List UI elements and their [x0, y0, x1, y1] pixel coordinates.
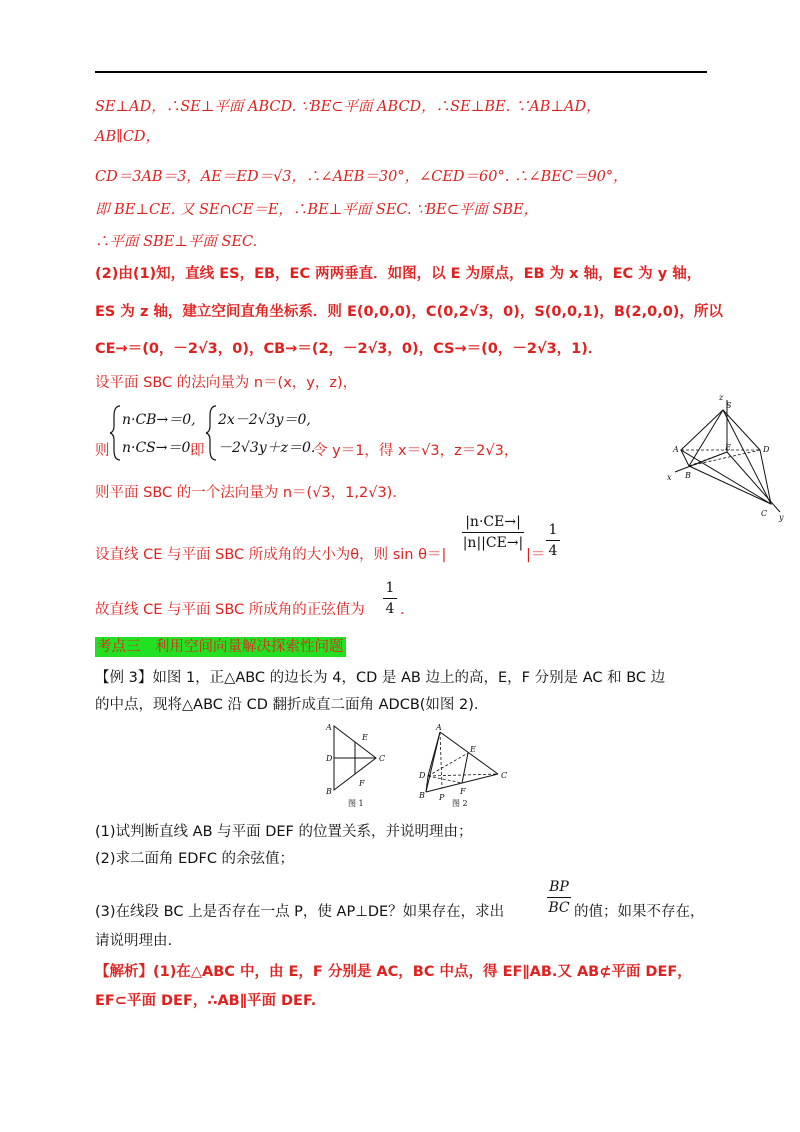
- solution-line-5: ∴平面 SBE⊥平面 SEC.: [95, 234, 258, 250]
- sin-fraction: [462, 514, 524, 551]
- example-line-1: 【例 3】如图 1，正△ABC 的边长为 4，CD 是 AB 边上的高，E，F 分别是 AC 和 BC 边: [95, 670, 666, 686]
- svg-text:S: S: [726, 401, 732, 410]
- namely-label: 即: [190, 443, 205, 459]
- sin-fraction-den: |n||CE→|: [462, 535, 524, 551]
- svg-text:D: D: [763, 445, 770, 454]
- system1-row2: n·CS→＝0.: [122, 440, 195, 456]
- svg-text:P: P: [439, 793, 445, 802]
- bc-den: BC: [548, 900, 570, 916]
- solution-line-4: 即 BE⊥CE. 又 SE∩CE＝E，∴BE⊥平面 SEC. ∵BE⊂平面 SBE，: [95, 202, 539, 218]
- svg-text:y: y: [779, 513, 784, 522]
- svg-text:D: D: [419, 771, 426, 780]
- solution-line-3: CD＝3AB＝3，AE＝ED＝√3，∴∠AEB＝30°，∠CED＝60°. ∴∠BEC＝90°，: [95, 169, 628, 185]
- svg-text:B: B: [326, 787, 332, 796]
- svg-text:C: C: [501, 771, 508, 780]
- question-4: 请说明理由.: [95, 933, 173, 949]
- svg-text:E: E: [470, 745, 476, 754]
- sin-value-fraction: [546, 522, 560, 559]
- question-2: (2)求二面角 EDFC 的余弦值；: [95, 851, 295, 867]
- sin-equals: |＝: [526, 547, 546, 563]
- svg-text:F: F: [359, 779, 365, 788]
- figure-1-caption: 图 1: [348, 799, 364, 808]
- svg-text:x: x: [667, 473, 672, 482]
- system1-row1: n·CB→＝0,: [122, 412, 196, 428]
- bp-num: BP: [549, 879, 569, 895]
- svg-text:B: B: [685, 471, 691, 480]
- sin-fraction-num: |n·CE→|: [465, 514, 521, 530]
- answer-line: 故直线 CE 与平面 SBC 所成角的正弦值为: [95, 602, 365, 618]
- svg-text:z: z: [719, 393, 724, 402]
- header-rule: [95, 71, 707, 73]
- let-y-line: 令 y＝1，得 x＝√3，z＝2√3，: [313, 443, 519, 459]
- solution-line-6: (2)由(1)知，直线 ES，EB，EC 两两垂直．如图，以 E 为原点，EB 为 x 轴，EC 为 y 轴，: [95, 266, 702, 282]
- solution-line-7: ES 为 z 轴，建立空间直角坐标系．则 E(0,0,0)，C(0,2√3，0)，S(0,0,1)，B(2,0,0)，所以: [95, 304, 723, 320]
- svg-text:C: C: [761, 509, 768, 518]
- answer-period: ．: [400, 602, 415, 618]
- analysis-line-1: 【解析】(1)在△ABC 中，由 E，F 分别是 AC，BC 中点，得 EF∥AB.又 AB⊄平面 DEF，: [95, 964, 692, 980]
- svg-text:E: E: [725, 443, 731, 452]
- answer-den: 4: [385, 601, 395, 617]
- svg-text:A: A: [436, 723, 442, 732]
- normal-vector-line: 设平面 SBC 的法向量为 n＝(x，y，z)，: [95, 375, 358, 391]
- sin-line: 设直线 CE 与平面 SBC 所成角的大小为θ，则 sin θ＝|: [95, 547, 447, 563]
- svg-text:E: E: [362, 733, 368, 742]
- figure-2-caption: 图 2: [452, 799, 468, 808]
- sin-value-num: 1: [548, 522, 558, 538]
- pyramid-figure: [665, 392, 790, 522]
- answer-fraction: [383, 580, 397, 617]
- system2-row1: 2x－2√3y＝0,: [218, 412, 311, 428]
- figure-2-tetrahedron: [418, 723, 507, 802]
- svg-text:B: B: [419, 791, 425, 800]
- answer-num: 1: [385, 580, 395, 596]
- svg-text:A: A: [326, 723, 332, 732]
- then-label: 则: [95, 443, 110, 459]
- question-1: (1)试判断直线 AB 与平面 DEF 的位置关系，并说明理由；: [95, 824, 473, 840]
- example-line-2: 的中点，现将△ABC 沿 CD 翻折成直二面角 ADCB(如图 2).: [95, 697, 479, 713]
- fold-figures: [318, 718, 518, 810]
- system2-row2: －2√3y＋z＝0.: [218, 440, 316, 456]
- section-heading-highlight: 考点三 利用空间向量解决探索性问题: [97, 639, 344, 655]
- question-3-tail: 的值；如果不存在，: [574, 904, 705, 920]
- normal-result-line: 则平面 SBC 的一个法向量为 n＝(√3，1,2√3)．: [95, 485, 407, 501]
- svg-text:F: F: [460, 787, 466, 796]
- bp-bc-fraction: [547, 879, 571, 916]
- vector-line: CE→＝(0，－2√3，0)，CB→＝(2，－2√3，0)，CS→＝(0，－2√3，1)．: [95, 341, 603, 357]
- svg-text:D: D: [326, 754, 333, 763]
- solution-line-1: SE⊥AD，∴SE⊥平面 ABCD. ∵BE⊂平面 ABCD，∴SE⊥BE. ∵AB⊥AD，: [95, 99, 601, 115]
- analysis-line-2: EF⊂平面 DEF，∴AB∥平面 DEF.: [95, 993, 317, 1009]
- svg-text:A: A: [673, 445, 679, 454]
- question-3: (3)在线段 BC 上是否存在一点 P，使 AP⊥DE？如果存在，求出: [95, 904, 505, 920]
- figure-1-triangle: [325, 723, 385, 796]
- solution-line-2: AB∥CD，: [95, 129, 161, 145]
- sin-value-den: 4: [548, 543, 558, 559]
- svg-text:C: C: [379, 754, 386, 763]
